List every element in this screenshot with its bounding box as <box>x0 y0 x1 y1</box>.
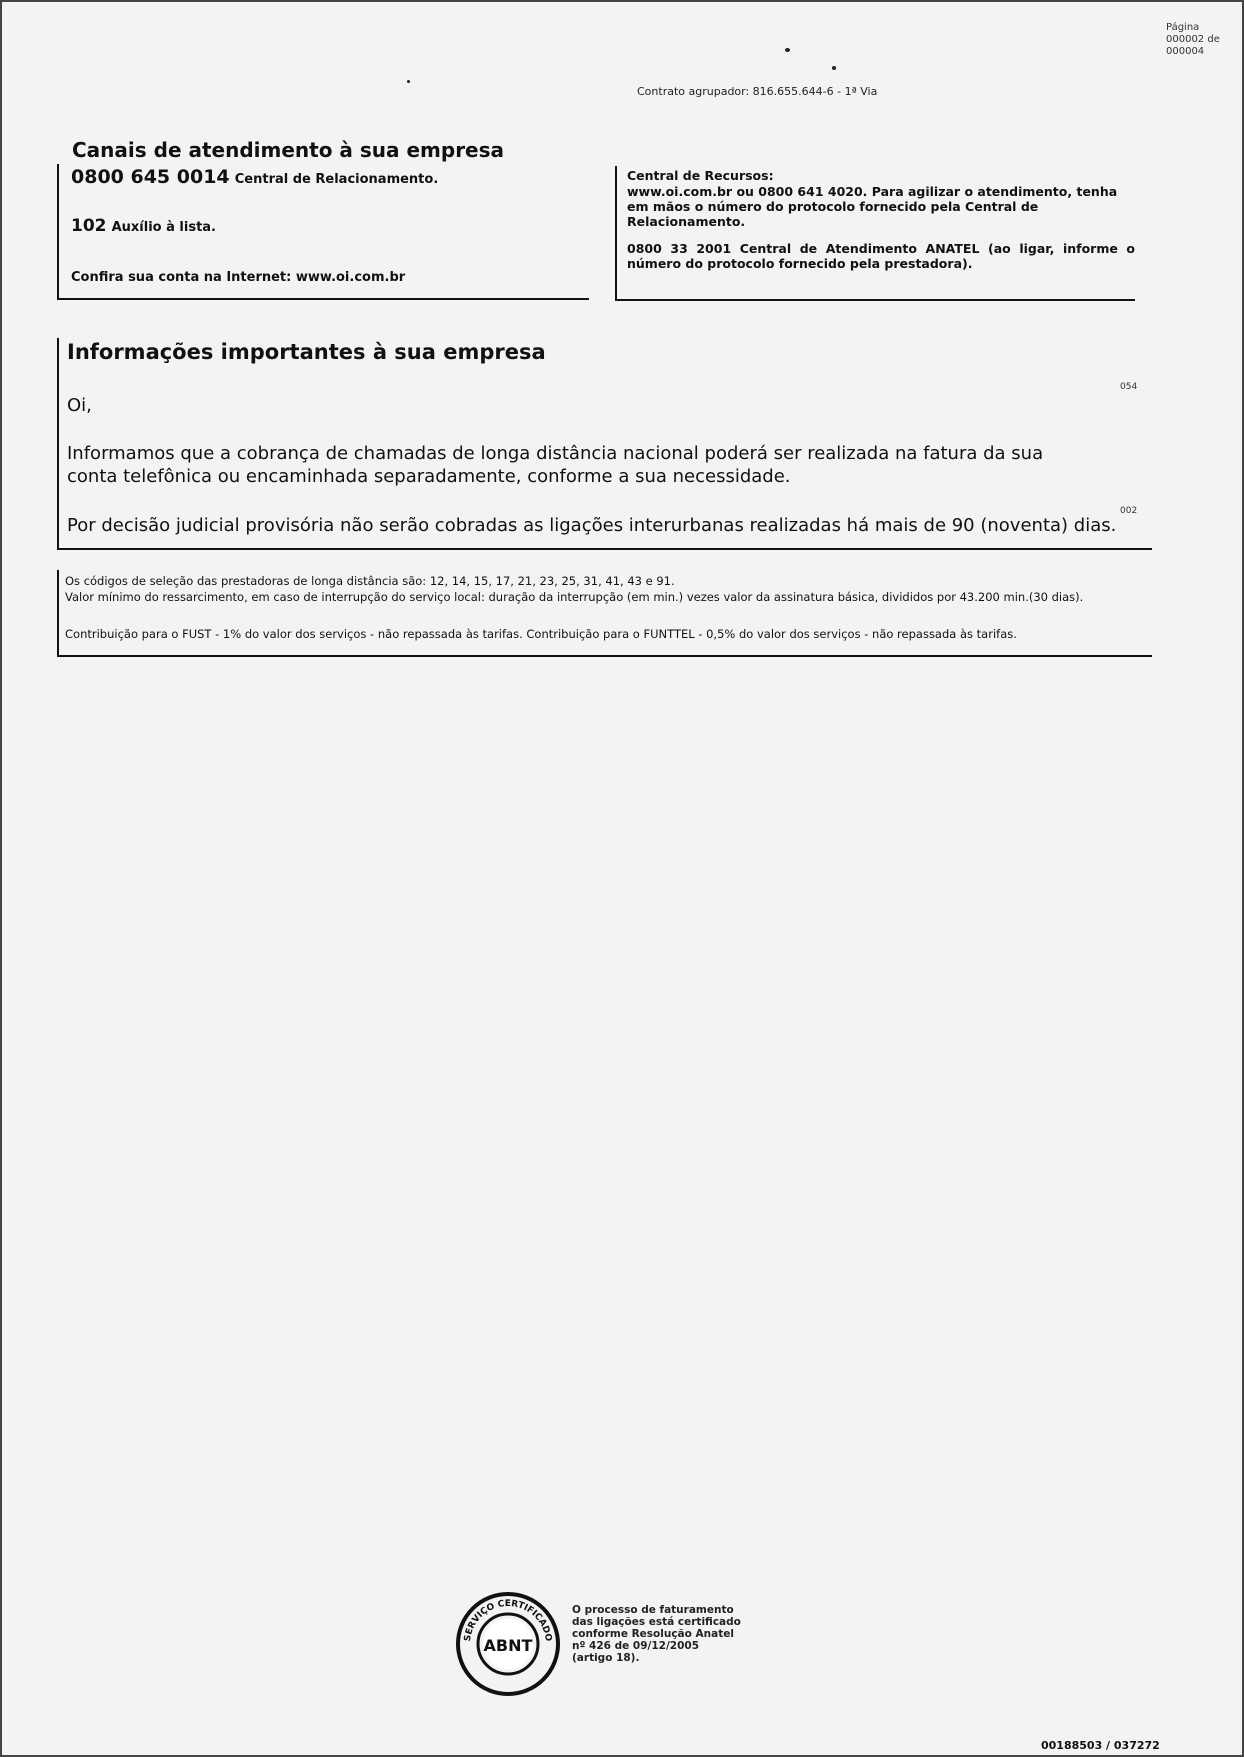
seal-logo-text: ABNT <box>483 1636 533 1655</box>
contract-number: Contrato agrupador: 816.655.644-6 - 1ª Via <box>637 85 878 98</box>
anatel-text: 0800 33 2001 Central de Atendimento ANATEL (ao ligar, informe o número do protocolo fornecido pela prestadora). <box>627 241 1135 271</box>
seal-ring-text: SERVIÇO CERTIFICADO <box>463 1598 554 1643</box>
certification-text <box>572 1604 741 1664</box>
phone1-number: 0800 645 0014 <box>71 166 230 188</box>
phone2-desc: Auxílio à lista. <box>111 220 216 235</box>
phone-relacionamento <box>71 166 438 188</box>
info-box <box>57 338 1152 550</box>
notes-bottom-rule <box>57 655 1152 657</box>
abnt-seal-icon <box>452 1588 564 1700</box>
page-current: 000002 de <box>1166 34 1220 45</box>
notes-rule <box>57 570 59 657</box>
notes-box <box>57 570 1152 657</box>
document-number: 00188503 / 037272 <box>1041 1739 1160 1752</box>
cert-line-4: nº 426 de 09/12/2005 <box>572 1640 700 1652</box>
cert-line-3: conforme Resolução Anatel <box>572 1628 734 1640</box>
info-title: Informações importantes à sua empresa <box>67 340 546 364</box>
info-code-054: 054 <box>1120 382 1138 392</box>
phone1-desc: Central de Relacionamento. <box>234 172 439 187</box>
channels-title: Canais de atendimento à sua empresa <box>72 138 505 162</box>
cert-line-2: das ligações está certificado <box>572 1616 741 1628</box>
resources-text: www.oi.com.br ou 0800 641 4020. Para agilizar o atendimento, tenha em mãos o número do protocolo fornecido pela Central de Relacionamento. <box>627 184 1118 229</box>
scan-speck <box>785 48 790 52</box>
info-bottom-rule <box>57 548 1152 550</box>
scan-speck <box>407 80 410 83</box>
right-box-rule <box>615 166 617 301</box>
phone2-number: 102 <box>71 216 107 236</box>
info-rule <box>57 338 59 550</box>
channels-right-box <box>615 166 1135 301</box>
page-total: 000004 <box>1166 46 1205 57</box>
note-contributions: Contribuição para o FUST - 1% do valor dos serviços - não repassada às tarifas. Contribuição para o FUNTTEL - 0,5% do valor dos serviços - não repassada às tarifas. <box>65 627 1017 641</box>
cert-line-1: O processo de faturamento <box>572 1604 734 1616</box>
left-box-rule <box>57 164 59 300</box>
resources-title: Central de Recursos: <box>627 168 774 183</box>
scan-speck <box>832 66 836 70</box>
channels-left-box <box>57 140 589 300</box>
internet-link: Confira sua conta na Internet: www.oi.com.br <box>71 270 406 285</box>
info-greeting: Oi, <box>67 395 92 416</box>
info-code-002: 002 <box>1120 506 1138 516</box>
phone-auxilio <box>71 216 216 236</box>
page-label: Página <box>1166 22 1200 33</box>
info-para2: Por decisão judicial provisória não serão cobradas as ligações interurbanas realizadas há mais de 90 (noventa) dias. <box>67 515 1117 536</box>
cert-line-5: (artigo 18). <box>572 1652 640 1664</box>
page-number <box>1166 22 1220 58</box>
info-para1: Informamos que a cobrança de chamadas de longa distância nacional poderá ser realizada na fatura da sua conta telefônica ou encaminhada separadamente, conforme a sua necessidade. <box>67 443 1044 487</box>
left-box-bottom-rule <box>57 298 589 300</box>
note-refund: Valor mínimo do ressarcimento, em caso de interrupção do serviço local: duração da interrupção (em min.) vezes valor da assinatura básica, divididos por 43.200 min.(30 dias). <box>65 590 1084 604</box>
right-box-bottom-rule <box>615 299 1135 301</box>
note-carrier-codes: Os códigos de seleção das prestadoras de longa distância são: 12, 14, 15, 17, 21, 23, 25, 31, 41, 43 e 91. <box>65 574 675 588</box>
